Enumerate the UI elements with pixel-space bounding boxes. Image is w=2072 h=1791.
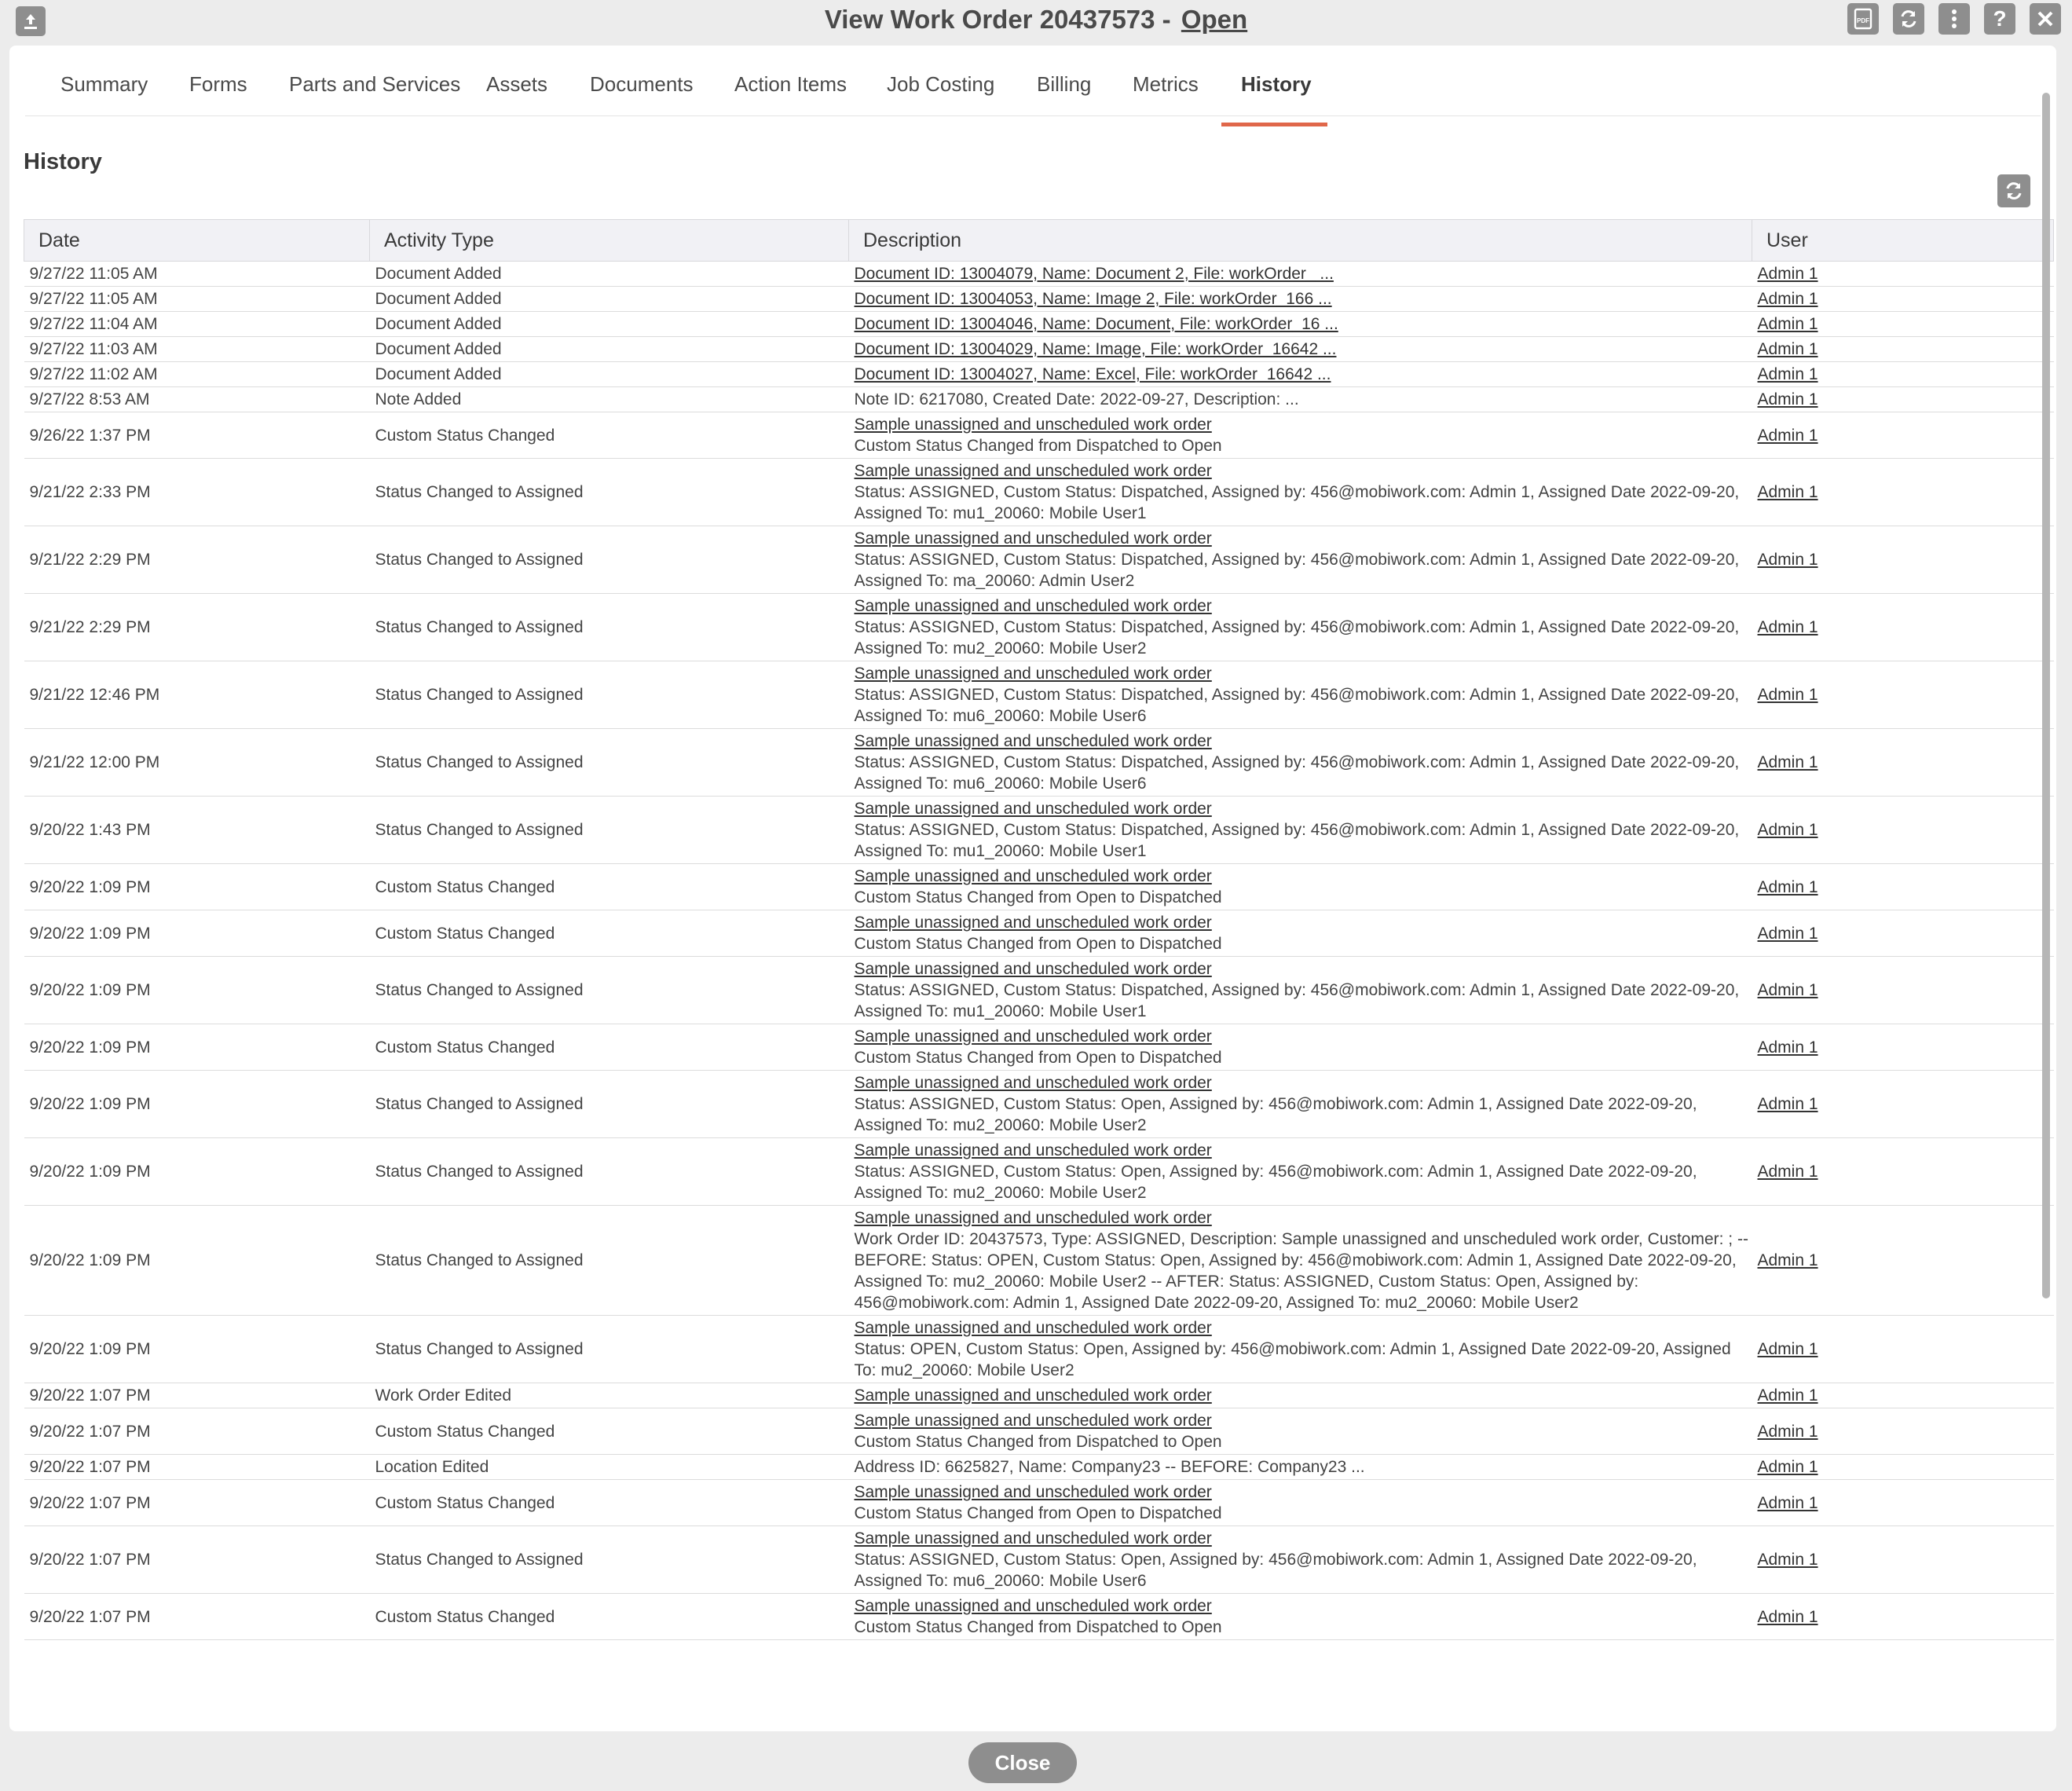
cell-activity-type: Location Edited	[370, 1455, 849, 1480]
tab-parts-and-services[interactable]: Parts and Services	[289, 72, 461, 96]
table-row[interactable]	[24, 1383, 2054, 1408]
description-line: Status: ASSIGNED, Custom Status: Dispatched, Assigned by: 456@mobiwork.com: Admin 1, Assigned Date 2022-09-20,	[854, 483, 1740, 501]
cell-description	[849, 1138, 1752, 1206]
user-link[interactable]: Admin 1	[1757, 365, 1818, 383]
user-link[interactable]: Admin 1	[1757, 315, 1818, 333]
user-link[interactable]: Admin 1	[1757, 924, 1818, 943]
table-row[interactable]	[24, 957, 2054, 1024]
table-row[interactable]	[24, 526, 2054, 594]
cell-activity-type: Document Added	[370, 312, 849, 337]
user-link[interactable]: Admin 1	[1757, 1458, 1818, 1476]
description-link[interactable]: Sample unassigned and unscheduled work order	[854, 867, 1212, 885]
refresh-icon	[2004, 181, 2024, 201]
cell-user	[1752, 729, 2054, 797]
tab-bar	[25, 63, 2041, 116]
cell-date: 9/20/22 1:07 PM	[24, 1408, 370, 1455]
cell-date: 9/27/22 11:05 AM	[24, 262, 370, 287]
cell-description	[849, 910, 1752, 957]
cell-description	[849, 412, 1752, 459]
description-link[interactable]: Sample unassigned and unscheduled work order	[854, 1319, 1212, 1337]
description-line: Work Order ID: 20437573, Type: ASSIGNED, Description: Sample unassigned and unscheduled work order, Customer: ; --	[854, 1230, 1748, 1248]
user-link[interactable]: Admin 1	[1757, 1038, 1818, 1057]
column-header-activity-type[interactable]: Activity Type	[370, 220, 849, 262]
description-line: Custom Status Changed from Dispatched to Open	[854, 1433, 1222, 1451]
column-header-date[interactable]: Date	[24, 220, 370, 262]
description-line: Status: ASSIGNED, Custom Status: Open, Assigned by: 456@mobiwork.com: Admin 1, Assigned Date 2022-09-20,	[854, 1163, 1697, 1181]
user-link[interactable]: Admin 1	[1757, 426, 1818, 445]
table-row[interactable]	[24, 864, 2054, 910]
refresh-icon	[1898, 9, 1919, 29]
tab-history[interactable]: History	[1241, 72, 1312, 96]
status-link[interactable]: Open	[1181, 5, 1248, 34]
cell-activity-type: Custom Status Changed	[370, 910, 849, 957]
cell-date: 9/27/22 11:03 AM	[24, 337, 370, 362]
cell-user	[1752, 1594, 2054, 1640]
cell-date: 9/20/22 1:09 PM	[24, 1206, 370, 1316]
cell-description	[849, 957, 1752, 1024]
cell-date: 9/21/22 2:33 PM	[24, 459, 370, 526]
description-line: Address ID: 6625827, Name: Company23 -- BEFORE: Company23 ...	[854, 1458, 1365, 1476]
table-row[interactable]	[24, 797, 2054, 864]
cell-description	[849, 1024, 1752, 1071]
pdf-icon	[1853, 8, 1873, 30]
more-icon	[1950, 8, 1958, 30]
title-bar	[0, 0, 2072, 44]
cell-user	[1752, 287, 2054, 312]
history-table-container	[24, 219, 2053, 1640]
cell-user	[1752, 594, 2054, 661]
table-row[interactable]	[24, 412, 2054, 459]
description-line: Status: ASSIGNED, Custom Status: Dispatched, Assigned by: 456@mobiwork.com: Admin 1, Assigned Date 2022-09-20,	[854, 821, 1740, 839]
cell-activity-type: Status Changed to Assigned	[370, 661, 849, 729]
cell-user	[1752, 337, 2054, 362]
cell-date: 9/20/22 1:09 PM	[24, 864, 370, 910]
cell-description	[849, 1206, 1752, 1316]
cell-description	[849, 864, 1752, 910]
table-row[interactable]	[24, 262, 2054, 287]
description-link[interactable]: Document ID: 13004079, Name: Document 2, File: workOrder_ ...	[854, 265, 1334, 283]
cell-date: 9/27/22 11:02 AM	[24, 362, 370, 387]
description-line: Status: OPEN, Custom Status: Open, Assigned by: 456@mobiwork.com: Admin 1, Assigned Date 2022-09-20, Assigned	[854, 1340, 1731, 1358]
table-row[interactable]	[24, 1480, 2054, 1526]
cell-description	[849, 1526, 1752, 1594]
table-row[interactable]	[24, 337, 2054, 362]
description-line: Assigned To: mu2_20060: Mobile User2	[854, 1116, 1147, 1134]
cell-user	[1752, 1480, 2054, 1526]
user-link[interactable]: Admin 1	[1757, 1493, 1818, 1512]
cell-user	[1752, 1316, 2054, 1383]
table-header-row	[24, 220, 2054, 262]
cell-user	[1752, 387, 2054, 412]
refresh-window-button[interactable]	[1893, 3, 1924, 35]
cell-activity-type: Document Added	[370, 362, 849, 387]
cell-user	[1752, 412, 2054, 459]
description-line: Assigned To: mu2_20060: Mobile User2	[854, 1184, 1147, 1202]
cell-date: 9/27/22 11:05 AM	[24, 287, 370, 312]
tab-action-items[interactable]: Action Items	[734, 72, 847, 96]
user-link[interactable]: Admin 1	[1757, 1386, 1818, 1405]
cell-description	[849, 337, 1752, 362]
cell-description	[849, 287, 1752, 312]
cell-user	[1752, 957, 2054, 1024]
cell-user	[1752, 1383, 2054, 1408]
table-row[interactable]	[24, 287, 2054, 312]
cell-user	[1752, 864, 2054, 910]
tab-job-costing[interactable]: Job Costing	[887, 72, 995, 96]
description-line: Status: ASSIGNED, Custom Status: Dispatched, Assigned by: 456@mobiwork.com: Admin 1, Assigned Date 2022-09-20,	[854, 618, 1740, 636]
user-link[interactable]: Admin 1	[1757, 265, 1818, 283]
table-row[interactable]	[24, 1024, 2054, 1071]
description-line: Assigned To: mu6_20060: Mobile User6	[854, 707, 1147, 725]
description-line: Custom Status Changed from Open to Dispatched	[854, 935, 1222, 953]
description-link[interactable]: Sample unassigned and unscheduled work order	[854, 1529, 1212, 1547]
description-line: Assigned To: mu6_20060: Mobile User6	[854, 1572, 1147, 1590]
cell-description	[849, 262, 1752, 287]
description-link[interactable]: Sample unassigned and unscheduled work order	[854, 1597, 1212, 1615]
cell-date: 9/21/22 12:46 PM	[24, 661, 370, 729]
cell-user	[1752, 526, 2054, 594]
user-link[interactable]: Admin 1	[1757, 753, 1818, 771]
cell-date: 9/20/22 1:09 PM	[24, 1138, 370, 1206]
table-body	[24, 262, 2054, 1640]
cell-description	[849, 1071, 1752, 1138]
close-icon	[2037, 10, 2054, 27]
user-link[interactable]: Admin 1	[1757, 821, 1818, 839]
cell-activity-type: Work Order Edited	[370, 1383, 849, 1408]
table-row[interactable]	[24, 1594, 2054, 1640]
cell-user	[1752, 1455, 2054, 1480]
description-line: To: mu2_20060: Mobile User2	[854, 1361, 1074, 1379]
description-line: Status: ASSIGNED, Custom Status: Dispatched, Assigned by: 456@mobiwork.com: Admin 1, Assigned Date 2022-09-20,	[854, 753, 1740, 771]
tab-summary[interactable]: Summary	[60, 72, 148, 96]
cell-user	[1752, 362, 2054, 387]
description-line: Status: ASSIGNED, Custom Status: Open, Assigned by: 456@mobiwork.com: Admin 1, Assigned Date 2022-09-20,	[854, 1095, 1697, 1113]
description-link[interactable]: Sample unassigned and unscheduled work order	[854, 1483, 1212, 1501]
cell-user	[1752, 1071, 2054, 1138]
cell-user	[1752, 312, 2054, 337]
description-link[interactable]: Sample unassigned and unscheduled work order	[854, 1412, 1212, 1430]
table-row[interactable]	[24, 1206, 2054, 1316]
cell-date: 9/20/22 1:09 PM	[24, 1071, 370, 1138]
table-row[interactable]	[24, 910, 2054, 957]
cell-user	[1752, 910, 2054, 957]
description-line: Status: ASSIGNED, Custom Status: Dispatched, Assigned by: 456@mobiwork.com: Admin 1, Assigned Date 2022-09-20,	[854, 981, 1740, 999]
description-link[interactable]: Document ID: 13004053, Name: Image 2, File: workOrder_166 ...	[854, 290, 1332, 308]
cell-date: 9/27/22 8:53 AM	[24, 387, 370, 412]
section-title: History	[24, 149, 102, 174]
cell-activity-type: Note Added	[370, 387, 849, 412]
help-icon: ?	[1993, 6, 2007, 31]
description-line: Assigned To: mu1_20060: Mobile User1	[854, 504, 1147, 522]
description-line: Status: ASSIGNED, Custom Status: Dispatched, Assigned by: 456@mobiwork.com: Admin 1, Assigned Date 2022-09-20,	[854, 686, 1740, 704]
user-link[interactable]: Admin 1	[1757, 1422, 1818, 1441]
cell-date: 9/20/22 1:09 PM	[24, 1024, 370, 1071]
cell-date: 9/20/22 1:07 PM	[24, 1480, 370, 1526]
cell-activity-type: Status Changed to Assigned	[370, 1138, 849, 1206]
cell-date: 9/20/22 1:09 PM	[24, 910, 370, 957]
table-row[interactable]	[24, 594, 2054, 661]
description-line: Assigned To: mu6_20060: Mobile User6	[854, 775, 1147, 793]
table-row[interactable]	[24, 1316, 2054, 1383]
user-link[interactable]: Admin 1	[1757, 618, 1818, 636]
cell-description	[849, 362, 1752, 387]
cell-activity-type: Status Changed to Assigned	[370, 797, 849, 864]
cell-date: 9/20/22 1:09 PM	[24, 1316, 370, 1383]
cell-date: 9/20/22 1:43 PM	[24, 797, 370, 864]
cell-description	[849, 729, 1752, 797]
description-line: Status: ASSIGNED, Custom Status: Dispatched, Assigned by: 456@mobiwork.com: Admin 1, Assigned Date 2022-09-20,	[854, 551, 1740, 569]
cell-description	[849, 1594, 1752, 1640]
cell-activity-type: Custom Status Changed	[370, 1594, 849, 1640]
user-link[interactable]: Admin 1	[1757, 1340, 1818, 1358]
table-row[interactable]	[24, 661, 2054, 729]
cell-activity-type: Status Changed to Assigned	[370, 459, 849, 526]
cell-user	[1752, 1526, 2054, 1594]
description-line: Assigned To: mu2_20060: Mobile User2 -- AFTER: Status: ASSIGNED, Custom Status: Open, Assigned by:	[854, 1273, 1639, 1291]
description-link[interactable]: Sample unassigned and unscheduled work order	[854, 960, 1212, 978]
description-link[interactable]: Sample unassigned and unscheduled work order	[854, 529, 1212, 548]
description-link[interactable]: Sample unassigned and unscheduled work order	[854, 1027, 1212, 1046]
description-line: Assigned To: mu2_20060: Mobile User2	[854, 639, 1147, 657]
user-link[interactable]: Admin 1	[1757, 390, 1818, 408]
table-row[interactable]	[24, 1455, 2054, 1480]
table-row[interactable]	[24, 1138, 2054, 1206]
table-row[interactable]	[24, 1526, 2054, 1594]
description-link[interactable]: Document ID: 13004029, Name: Image, File: workOrder_16642 ...	[854, 340, 1337, 358]
user-link[interactable]: Admin 1	[1757, 340, 1818, 358]
table-row[interactable]	[24, 387, 2054, 412]
cell-activity-type: Status Changed to Assigned	[370, 957, 849, 1024]
cell-activity-type: Document Added	[370, 337, 849, 362]
user-link[interactable]: Admin 1	[1757, 1251, 1818, 1269]
cell-date: 9/27/22 11:04 AM	[24, 312, 370, 337]
cell-activity-type: Document Added	[370, 287, 849, 312]
cell-date: 9/21/22 2:29 PM	[24, 594, 370, 661]
cell-description	[849, 1480, 1752, 1526]
description-link[interactable]: Sample unassigned and unscheduled work order	[854, 1386, 1212, 1405]
table-row[interactable]	[24, 729, 2054, 797]
cell-activity-type: Status Changed to Assigned	[370, 594, 849, 661]
user-link[interactable]: Admin 1	[1757, 290, 1818, 308]
refresh-history-button[interactable]	[1997, 174, 2030, 207]
cell-date: 9/20/22 1:09 PM	[24, 957, 370, 1024]
description-link[interactable]: Sample unassigned and unscheduled work order	[854, 665, 1212, 683]
tab-assets[interactable]: Assets	[486, 72, 548, 96]
cell-user	[1752, 661, 2054, 729]
tab-forms[interactable]: Forms	[189, 72, 247, 96]
description-line: BEFORE: Status: OPEN, Custom Status: Open, Assigned by: 456@mobiwork.com: Admin 1, Assigned Date 2022-09-20,	[854, 1251, 1737, 1269]
cell-activity-type: Status Changed to Assigned	[370, 1316, 849, 1383]
description-line: Custom Status Changed from Dispatched to Open	[854, 1618, 1222, 1636]
cell-description	[849, 312, 1752, 337]
cell-user	[1752, 1408, 2054, 1455]
cell-date: 9/20/22 1:07 PM	[24, 1455, 370, 1480]
cell-date: 9/26/22 1:37 PM	[24, 412, 370, 459]
user-link[interactable]: Admin 1	[1757, 1163, 1818, 1181]
cell-activity-type: Status Changed to Assigned	[370, 1071, 849, 1138]
cell-activity-type: Custom Status Changed	[370, 1024, 849, 1071]
description-line: 456@mobiwork.com: Admin 1, Assigned Date 2022-09-20, Assigned To: mu2_20060: Mobile User2	[854, 1294, 1579, 1312]
description-link[interactable]: Sample unassigned and unscheduled work order	[854, 416, 1212, 434]
description-link[interactable]: Sample unassigned and unscheduled work order	[854, 462, 1212, 480]
active-tab-indicator	[1221, 123, 1327, 126]
description-line: Assigned To: mu1_20060: Mobile User1	[854, 842, 1147, 860]
cell-description	[849, 797, 1752, 864]
cell-user	[1752, 262, 2054, 287]
user-link[interactable]: Admin 1	[1757, 483, 1818, 501]
cell-description	[849, 1455, 1752, 1480]
description-line: Custom Status Changed from Open to Dispatched	[854, 1504, 1222, 1522]
description-line: Custom Status Changed from Open to Dispatched	[854, 888, 1222, 906]
column-header-user[interactable]: User	[1752, 220, 2054, 262]
cell-date: 9/21/22 2:29 PM	[24, 526, 370, 594]
cell-description	[849, 661, 1752, 729]
close-window-button[interactable]	[2030, 3, 2061, 35]
description-line: Custom Status Changed from Dispatched to Open	[854, 437, 1222, 455]
cell-date: 9/20/22 1:07 PM	[24, 1526, 370, 1594]
user-link[interactable]: Admin 1	[1757, 1095, 1818, 1113]
tab-metrics[interactable]: Metrics	[1133, 72, 1199, 96]
cell-description	[849, 526, 1752, 594]
description-link[interactable]: Sample unassigned and unscheduled work order	[854, 1141, 1212, 1159]
table-row[interactable]	[24, 1408, 2054, 1455]
window-title	[0, 5, 2072, 35]
description-link[interactable]: Document ID: 13004046, Name: Document, File: workOrder_16 ...	[854, 315, 1338, 333]
cell-user	[1752, 1024, 2054, 1071]
description-line: Assigned To: mu1_20060: Mobile User1	[854, 1002, 1147, 1020]
description-line: Assigned To: ma_20060: Admin User2	[854, 572, 1135, 590]
scrollbar[interactable]	[2042, 93, 2050, 1298]
description-link[interactable]: Sample unassigned and unscheduled work order	[854, 800, 1212, 818]
tab-documents[interactable]: Documents	[590, 72, 694, 96]
close-button[interactable]: Close	[968, 1742, 1077, 1783]
more-button[interactable]	[1938, 3, 1970, 35]
tab-billing[interactable]: Billing	[1037, 72, 1092, 96]
help-button[interactable]	[1984, 3, 2015, 35]
table-row[interactable]	[24, 1071, 2054, 1138]
cell-activity-type: Status Changed to Assigned	[370, 729, 849, 797]
title-text: View Work Order 20437573 -	[824, 5, 1171, 34]
cell-activity-type: Status Changed to Assigned	[370, 1206, 849, 1316]
svg-text:PDF: PDF	[1857, 17, 1869, 24]
cell-activity-type: Custom Status Changed	[370, 412, 849, 459]
cell-user	[1752, 1138, 2054, 1206]
cell-description	[849, 459, 1752, 526]
description-link[interactable]: Document ID: 13004027, Name: Excel, File: workOrder_16642 ...	[854, 365, 1331, 383]
cell-date: 9/20/22 1:07 PM	[24, 1594, 370, 1640]
description-line: Status: ASSIGNED, Custom Status: Open, Assigned by: 456@mobiwork.com: Admin 1, Assigned Date 2022-09-20,	[854, 1551, 1697, 1569]
user-link[interactable]: Admin 1	[1757, 686, 1818, 704]
cell-description	[849, 1383, 1752, 1408]
description-link[interactable]: Sample unassigned and unscheduled work order	[854, 732, 1212, 750]
table-row[interactable]	[24, 362, 2054, 387]
cell-activity-type: Custom Status Changed	[370, 864, 849, 910]
cell-activity-type: Custom Status Changed	[370, 1480, 849, 1526]
cell-date: 9/20/22 1:07 PM	[24, 1383, 370, 1408]
cell-user	[1752, 459, 2054, 526]
cell-description	[849, 387, 1752, 412]
cell-description	[849, 594, 1752, 661]
user-link[interactable]: Admin 1	[1757, 981, 1818, 999]
description-line: Note ID: 6217080, Created Date: 2022-09-27, Description: ...	[854, 390, 1299, 408]
work-order-panel	[9, 46, 2056, 1731]
description-link[interactable]: Sample unassigned and unscheduled work order	[854, 1209, 1212, 1227]
user-link[interactable]: Admin 1	[1757, 1607, 1818, 1626]
table-row[interactable]	[24, 459, 2054, 526]
column-header-description[interactable]: Description	[849, 220, 1752, 262]
cell-user	[1752, 797, 2054, 864]
user-link[interactable]: Admin 1	[1757, 877, 1818, 896]
history-table	[24, 219, 2054, 1640]
table-row[interactable]	[24, 312, 2054, 337]
cell-activity-type: Status Changed to Assigned	[370, 526, 849, 594]
description-link[interactable]: Sample unassigned and unscheduled work order	[854, 597, 1212, 615]
cell-activity-type: Document Added	[370, 262, 849, 287]
cell-description	[849, 1408, 1752, 1455]
cell-activity-type: Status Changed to Assigned	[370, 1526, 849, 1594]
cell-description	[849, 1316, 1752, 1383]
description-line: Custom Status Changed from Open to Dispatched	[854, 1049, 1222, 1067]
user-link[interactable]: Admin 1	[1757, 1551, 1818, 1569]
description-link[interactable]: Sample unassigned and unscheduled work order	[854, 914, 1212, 932]
pdf-button[interactable]	[1847, 3, 1879, 35]
cell-user	[1752, 1206, 2054, 1316]
description-link[interactable]: Sample unassigned and unscheduled work order	[854, 1074, 1212, 1092]
cell-activity-type: Custom Status Changed	[370, 1408, 849, 1455]
user-link[interactable]: Admin 1	[1757, 551, 1818, 569]
cell-date: 9/21/22 12:00 PM	[24, 729, 370, 797]
